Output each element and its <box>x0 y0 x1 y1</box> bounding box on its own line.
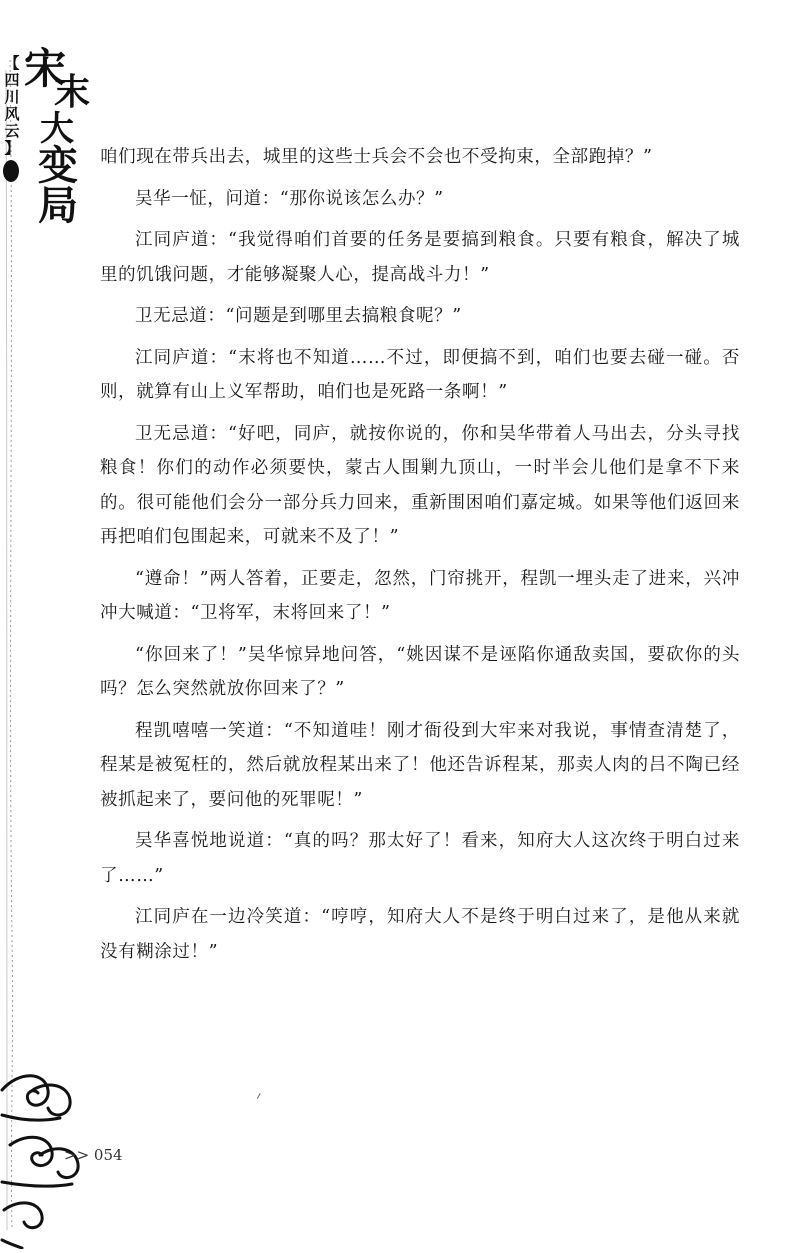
series-char: 云 <box>4 122 20 140</box>
series-char: 川 <box>4 88 20 106</box>
seal-mark-icon <box>3 160 19 182</box>
page-number: >> 054 <box>64 1146 123 1164</box>
paragraph: “遵命！”两人答着，正要走，忽然，门帘挑开，程凯一埋头走了进来，兴冲冲大喊道：“卫将军，末将回来了！” <box>100 568 740 623</box>
series-tag <box>2 55 22 157</box>
body-text <box>100 140 740 976</box>
series-char: 】 <box>4 139 20 157</box>
series-char: 风 <box>4 105 20 123</box>
paragraph: 咱们现在带兵出去，城里的这些士兵会不会也不受拘束，全部跑掉？” <box>100 147 653 167</box>
title-char: 宋 <box>24 44 67 93</box>
paragraph: 江同庐道：“我觉得咱们首要的任务是要搞到粮食。只要有粮食，解决了城里的饥饿问题，才能够凝聚人心，提高战斗力！” <box>100 230 740 285</box>
paragraph: 吴华喜悦地说道：“真的吗？那太好了！看来，知府大人这次终于明白过来了……” <box>100 831 740 886</box>
title-char: 大 <box>40 109 74 149</box>
series-char: 【 <box>4 54 20 72</box>
title-char: 末 <box>54 71 91 113</box>
paragraph: 吴华一怔，问道：“那你说该怎么办？” <box>135 188 444 209</box>
paragraph: “你回来了！”吴华惊异地问答，“姚因谋不是诬陷你通敌卖国，要砍你的头吗？怎么突然就放你回来了？” <box>100 644 740 699</box>
book-title <box>22 44 91 229</box>
paragraph: 卫无忌道：“好吧，同庐，就按你说的，你和吴华带着人马出去，分头寻找粮食！你们的动作必须要快，蒙古人围剿九顶山，一时半会儿他们是拿不下来的。很可能他们会分一部分兵力回来，重新围困咱们嘉定城。如果等他们返回来再把咱们包围起来，可就来不及了！” <box>100 423 740 547</box>
series-char: 四 <box>4 71 20 89</box>
title-char: 变局 <box>38 142 78 229</box>
stray-ink-mark <box>257 1093 264 1101</box>
paragraph: 卫无忌道：“问题是到哪里去搞粮食呢？” <box>135 306 462 326</box>
paragraph: 程凯嘻嘻一笑道：“不知道哇！刚才衙役到大牢来对我说，事情查清楚了，程某是被冤枉的，然后就放程某出来了！他还告诉程某，那卖人肉的吕不陶已经被抓起来了，要问他的死罪呢！” <box>100 720 740 810</box>
paragraph: 江同庐在一边冷笑道：“哼哼，知府大人不是终于明白过来了，是他从来就没有糊涂过！” <box>100 907 740 962</box>
paragraph: 江同庐道：“末将也不知道……不过，即便搞不到，咱们也要去碰一碰。否则，就算有山上义军帮助，咱们也是死路一条啊！” <box>100 347 740 402</box>
